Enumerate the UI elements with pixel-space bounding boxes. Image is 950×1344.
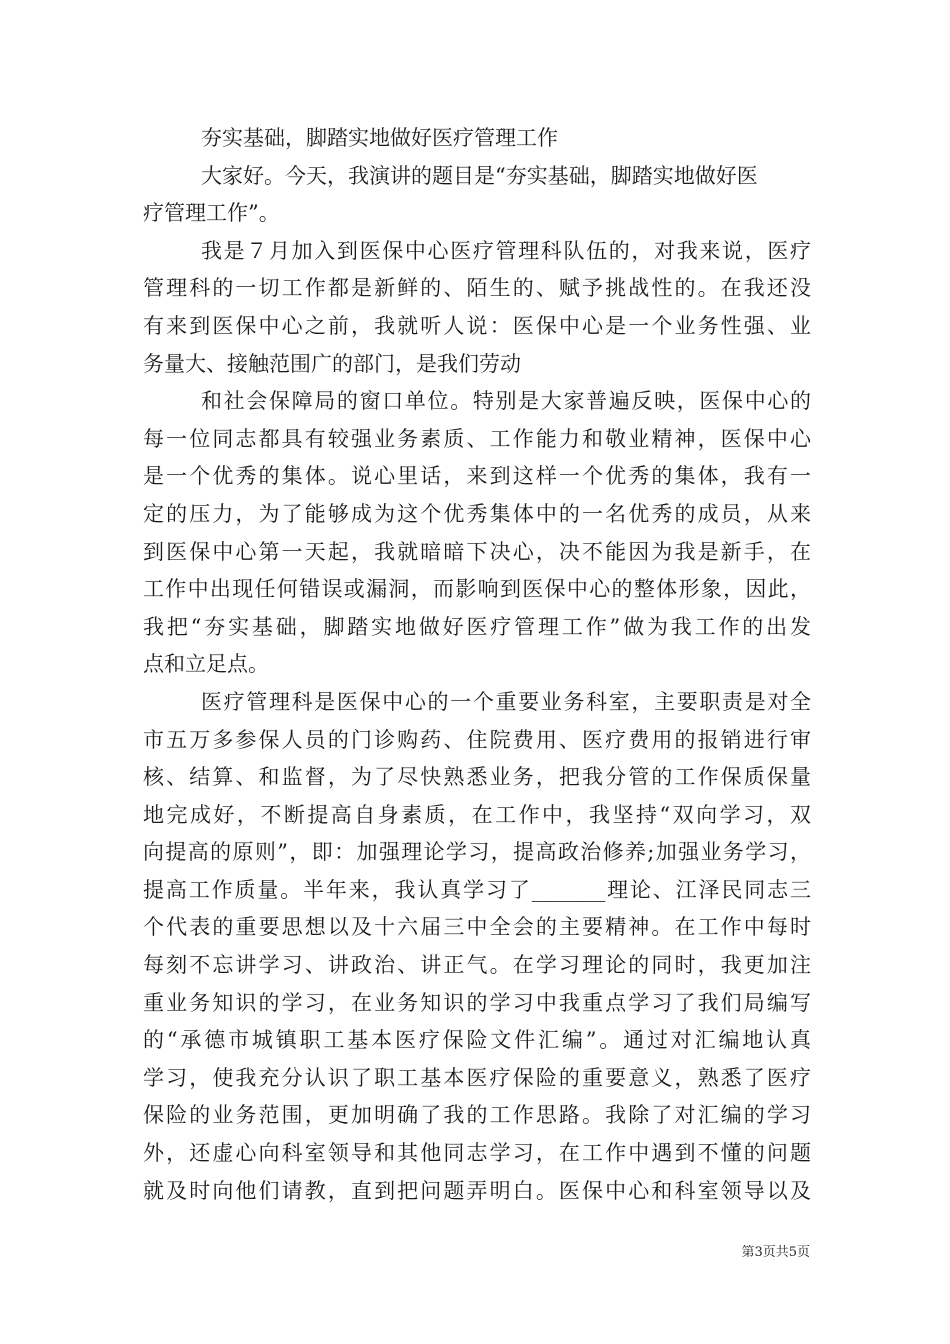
paragraph-line: 疗管理工作”。 — [143, 201, 280, 226]
paragraph-line: 就及时向他们请教，直到把问题弄明白。医保中心和科室领导以及 — [143, 1178, 811, 1203]
paragraph-line: 到医保中心第一天起，我就暗暗下决心，决不能因为我是新手，在 — [143, 539, 811, 564]
document-title: 夯实基础，脚踏实地做好医疗管理工作 — [201, 126, 558, 150]
paragraph-line: 市五万多参保人员的门诊购药、住院费用、医疗费用的报销进行审 — [143, 727, 811, 752]
paragraph-line: 定的压力，为了能够成为这个优秀集体中的一名优秀的成员，从来 — [143, 501, 811, 526]
paragraph-line: 和社会保障局的窗口单位。特别是大家普遍反映，医保中心的 — [201, 389, 811, 414]
paragraph-line: 大家好。今天，我演讲的题目是“夯实基础，脚踏实地做好医 — [201, 163, 758, 188]
paragraph-line: 点和立足点。 — [143, 652, 269, 677]
paragraph-line: 个代表的重要思想以及十六届三中全会的主要精神。在工作中每时 — [143, 915, 811, 940]
paragraph-line: 我把“夯实基础，脚踏实地做好医疗管理工作”做为我工作的出发 — [143, 614, 811, 639]
paragraph-line: 有来到医保中心之前，我就听人说：医保中心是一个业务性强、业 — [143, 313, 811, 338]
paragraph-line: 每一位同志都具有较强业务素质、工作能力和敬业精神，医保中心 — [143, 426, 811, 451]
paragraph-line: 外，还虚心向科室领导和其他同志学习，在工作中遇到不懂的问题 — [143, 1141, 811, 1166]
paragraph-line: 提高工作质量。半年来，我认真学习了_______理论、江泽民同志三 — [143, 877, 811, 902]
paragraph-line: 学习，使我充分认识了职工基本医疗保险的重要意义，熟悉了医疗 — [143, 1065, 811, 1090]
paragraph-line: 管理科的一切工作都是新鲜的、陌生的、赋予挑战性的。在我还没 — [143, 276, 811, 301]
page-number: 第3页共5页 — [741, 1245, 810, 1260]
paragraph-line: 务量大、接触范围广的部门，是我们劳动 — [143, 351, 521, 376]
paragraph-line: 我是７月加入到医保中心医疗管理科队伍的，对我来说，医疗 — [201, 238, 811, 263]
paragraph-line: 地完成好，不断提高自身素质，在工作中，我坚持“双向学习，双 — [143, 802, 811, 827]
paragraph-line: 保险的业务范围，更加明确了我的工作思路。我除了对汇编的学习 — [143, 1103, 811, 1128]
paragraph-line: 每刻不忘讲学习、讲政治、讲正气。在学习理论的同时，我更加注 — [143, 953, 811, 978]
paragraph-line: 的“承德市城镇职工基本医疗保险文件汇编”。通过对汇编地认真 — [143, 1028, 811, 1053]
paragraph-line: 医疗管理科是医保中心的一个重要业务科室，主要职责是对全 — [201, 689, 811, 714]
paragraph-line: 向提高的原则”，即：加强理论学习，提高政治修养;加强业务学习， — [143, 840, 811, 865]
paragraph-line: 是一个优秀的集体。说心里话，来到这样一个优秀的集体，我有一 — [143, 464, 811, 489]
paragraph-line: 重业务知识的学习，在业务知识的学习中我重点学习了我们局编写 — [143, 990, 811, 1015]
document-body — [143, 120, 811, 1210]
paragraph-line: 工作中出现任何错误或漏洞，而影响到医保中心的整体形象，因此， — [143, 577, 811, 602]
paragraph-line: 核、结算、和监督，为了尽快熟悉业务，把我分管的工作保质保量 — [143, 765, 811, 790]
